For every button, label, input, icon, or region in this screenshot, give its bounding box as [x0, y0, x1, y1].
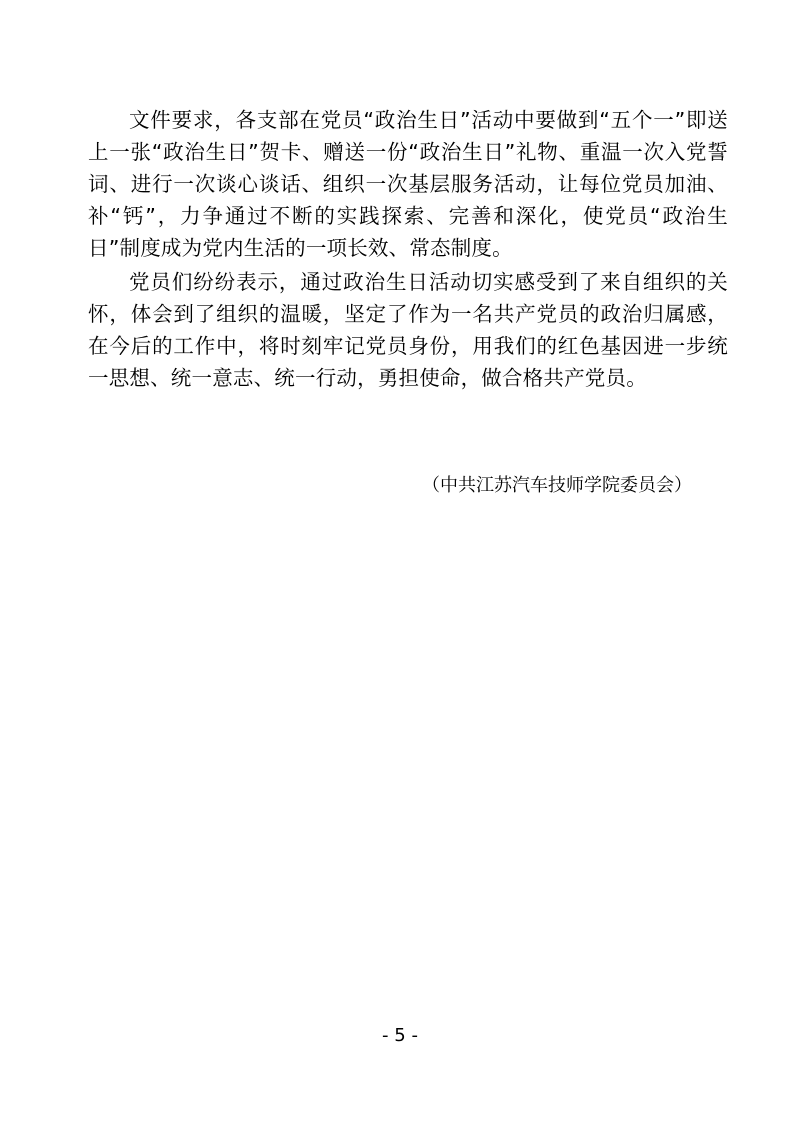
signature-line: （中共江苏汽车技师学院委员会） [422, 475, 692, 496]
body-paragraph-2: 党员们纷纷表示，通过政治生日活动切实感受到了来自组织的关怀，体会到了组织的温暖，坚定了作为一名共产党员的政治归属感，在今后的工作中，将时刻牢记党员身份，用我们的红色基因进一步统一思想、统一意志、统一行动，勇担使命，做合格共产党员。 [88, 270, 728, 390]
body-paragraph-1: 文件要求，各支部在党员“政治生日”活动中要做到“五个一”即送上一张“政治生日”贺卡、赠送一份“政治生日”礼物、重温一次入党誓词、进行一次谈心谈话、组织一次基层服务活动，让每位党员加油、补“钙”，力争通过不断的实践探索、完善和深化，使党员“政治生日”制度成为党内生活的一项长效、常态制度。 [88, 108, 728, 260]
page-number: - 5 - [382, 1025, 418, 1046]
